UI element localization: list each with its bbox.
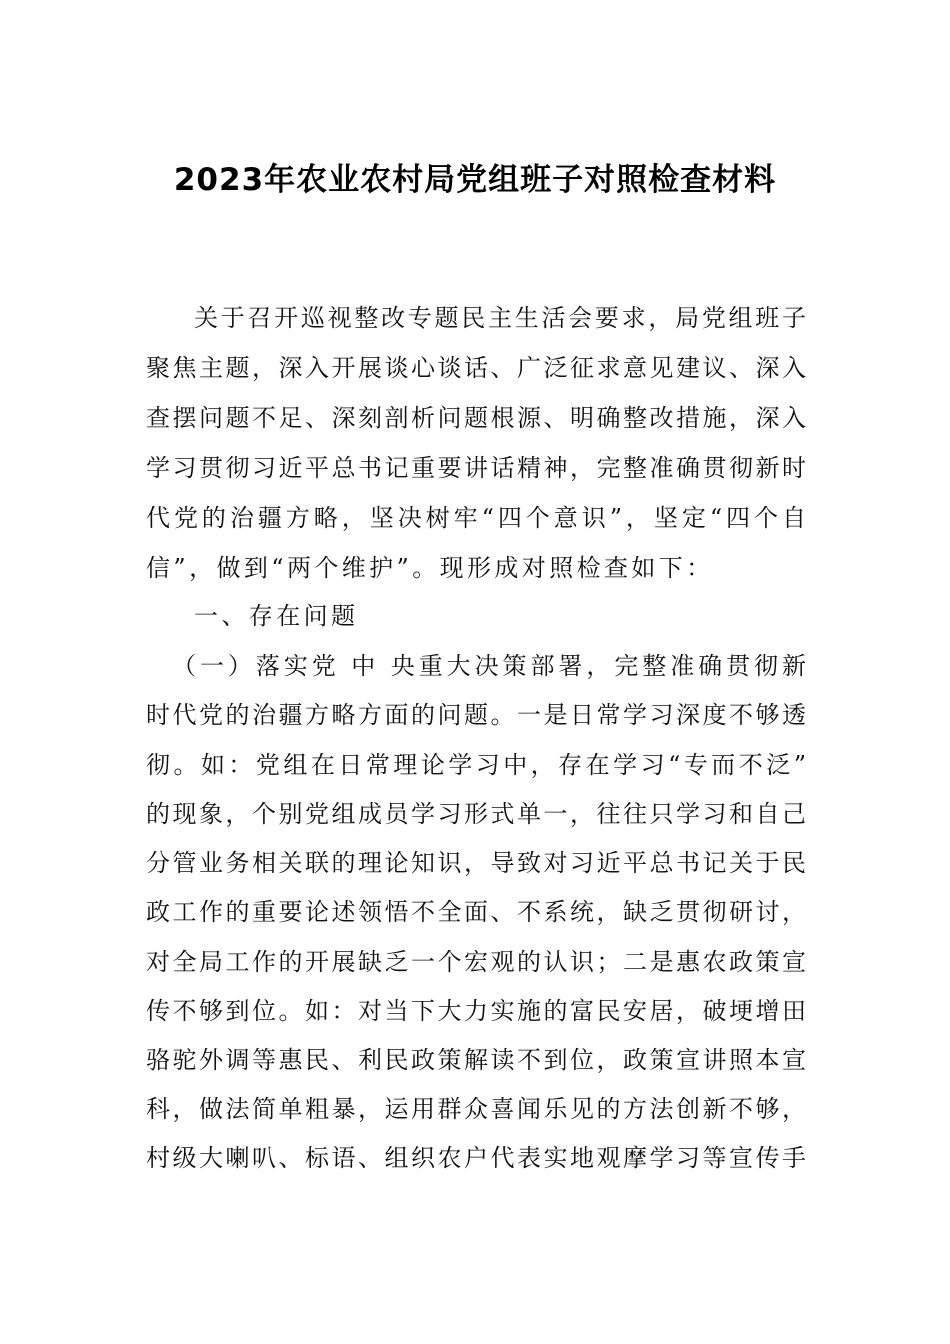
paragraph-line: 科，做法简单粗暴，运用群众喜闻乐见的方法创新不够， <box>146 1095 806 1123</box>
paragraph-line: 的现象，个别党组成员学习形式单一，往往只学习和自己 <box>146 800 806 828</box>
section-heading: 一、存在问题 <box>194 602 359 630</box>
paragraph-line: 传不够到位。如：对当下大力实施的富民安居，破埂增田 <box>146 997 806 1025</box>
paragraph-line: 代党的治疆方略，坚决树牢“四个意识”，坚定“四个自 <box>146 504 806 532</box>
paragraph-line: 信”，做到“两个维护”。现形成对照检查如下： <box>146 554 714 582</box>
paragraph-line: 分管业务相关联的理论知识，导致对习近平总书记关于民 <box>146 849 806 877</box>
document-title: 2023年农业农村局党组班子对照检查材料 <box>173 162 777 198</box>
subsection-heading: （一）落实党 中 央重大决策部署，完整准确贯彻新 <box>172 652 806 680</box>
paragraph-line: 政工作的重要论述领悟不全面、不系统，缺乏贯彻研讨， <box>146 898 806 926</box>
paragraph-line: 骆驼外调等惠民、利民政策解读不到位，政策宣讲照本宣 <box>146 1046 806 1074</box>
paragraph-line: 彻。如：党组在日常理论学习中，存在学习“专而不泛” <box>146 751 806 779</box>
paragraph-line: 对全局工作的开展缺乏一个宏观的认识；二是惠农政策宣 <box>146 948 806 976</box>
paragraph-line: 聚焦主题，深入开展谈心谈话、广泛征求意见建议、深入 <box>146 354 806 382</box>
paragraph-line: 关于召开巡视整改专题民主生活会要求，局党组班子 <box>194 304 806 332</box>
paragraph-line: 时代党的治疆方略方面的问题。一是日常学习深度不够透 <box>146 701 806 729</box>
paragraph-line: 学习贯彻习近平总书记重要讲话精神，完整准确贯彻新时 <box>146 454 806 482</box>
paragraph-line: 查摆问题不足、深刻剖析问题根源、明确整改措施，深入 <box>146 404 806 432</box>
paragraph-line: 村级大喇叭、标语、组织农户代表实地观摩学习等宣传手 <box>146 1144 806 1172</box>
